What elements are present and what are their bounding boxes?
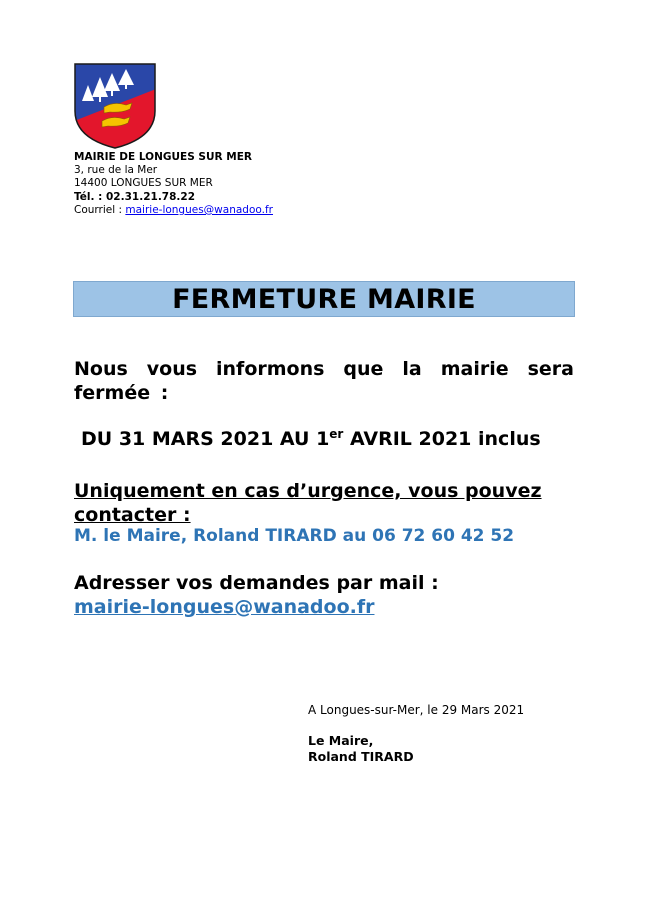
phone-label: Tél. : (74, 190, 106, 203)
mayor-contact: M. le Maire, Roland TIRARD au 06 72 60 42 52 (74, 526, 515, 546)
email-line (74, 204, 273, 217)
address-line-2: 14400 LONGUES SUR MER (74, 177, 213, 190)
urgency-notice: Uniquement en cas d’urgence, vous pouvez contacter : (74, 480, 542, 526)
dates-start: DU 31 MARS 2021 AU 1 (81, 428, 330, 450)
phone-line (74, 191, 273, 204)
header-email-link[interactable]: mairie-longues@wanadoo.fr (125, 203, 273, 216)
contact-email-link[interactable]: mairie-longues@wanadoo.fr (74, 596, 375, 618)
coat-of-arms-icon (74, 63, 156, 149)
mail-instruction: Adresser vos demandes par mail : (74, 572, 439, 594)
address-line-1: 3, rue de la Mer (74, 164, 158, 177)
letterhead (74, 151, 273, 217)
signatory-name: Roland TIRARD (308, 749, 414, 764)
phone-number: 02.31.21.78.22 (106, 190, 196, 203)
closure-dates (81, 428, 541, 450)
page-title-banner: FERMETURE MAIRIE (73, 281, 575, 317)
mairie-name: MAIRIE DE LONGUES SUR MER (74, 151, 252, 163)
dates-end: AVRIL 2021 inclus (343, 428, 541, 450)
signature-block (308, 733, 414, 765)
dates-superscript: er (329, 427, 344, 441)
signatory-title: Le Maire, (308, 733, 374, 748)
closure-info: Nous vous informons que la mairie sera fermée : (74, 358, 574, 404)
email-label: Courriel : (74, 203, 126, 216)
place-and-date: A Longues-sur-Mer, le 29 Mars 2021 (308, 703, 525, 717)
